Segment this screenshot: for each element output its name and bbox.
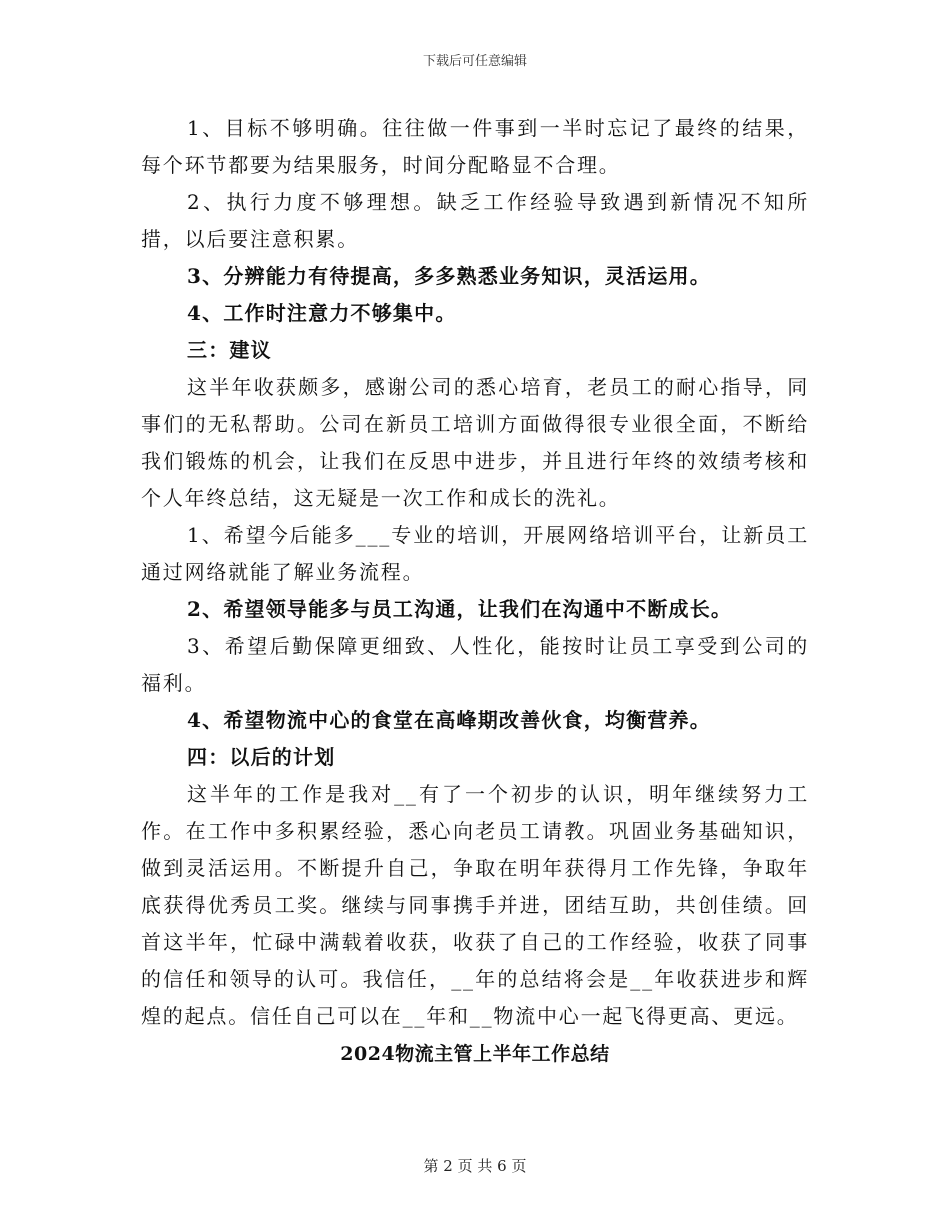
paragraph: 2、希望领导能多与员工沟通，让我们在沟通中不断成长。: [187, 597, 733, 621]
paragraph: 3、希望后勤保障更细致、人性化，能按时让员工享受到公司的福利。: [141, 634, 809, 695]
page-header: 下载后可任意编辑: [422, 54, 527, 69]
next-document-title: 2024物流主管上半年工作总结: [340, 1043, 610, 1065]
paragraph: 1、希望今后能多___专业的培训，开展网络培训平台，让新员工通过网络就能了解业务流程。: [141, 523, 809, 584]
section-heading: 三：建议: [187, 338, 272, 362]
paragraph: 4、工作时注意力不够集中。: [187, 301, 457, 325]
paragraph: 3、分辨能力有待提高，多多熟悉业务知识，灵活运用。: [187, 264, 711, 288]
paragraph: 这半年的工作是我对__有了一个初步的认识，明年继续努力工作。在工作中多积累经验，悉心向老员工请教。巩固业务基础知识，做到灵活运用。不断提升自己，争取在明年获得月工作先锋，争取年底获得优秀员工奖。继续与同事携手并进，团结互助，共创佳绩。回首这半年，忙碌中满载着收获，收获了自己的工作经验，收获了同事的信任和领导的认可。我信任，__年的总结将会是__年收获进步和辉煌的起点。信任自己可以在__年和__物流中心一起飞得更高、更远。: [141, 782, 809, 1028]
section-heading: 四：以后的计划: [187, 745, 336, 769]
page-number: 第 2 页 共 6 页: [423, 1157, 527, 1175]
paragraph: 2、执行力度不够理想。缺乏工作经验导致遇到新情况不知所措，以后要注意积累。: [141, 190, 809, 251]
paragraph: 这半年收获颇多，感谢公司的悉心培育，老员工的耐心指导，同事们的无私帮助。公司在新员工培训方面做得很专业很全面，不断给我们锻炼的机会，让我们在反思中进步，并且进行年终的效绩考核和个人年终总结，这无疑是一次工作和成长的洗礼。: [141, 375, 809, 510]
paragraph: 4、希望物流中心的食堂在高峰期改善伙食，均衡营养。: [187, 708, 711, 732]
paragraph: 1、目标不够明确。往往做一件事到一半时忘记了最终的结果，每个环节都要为结果服务，时间分配略显不合理。: [141, 116, 809, 177]
document-body: [141, 110, 809, 1035]
